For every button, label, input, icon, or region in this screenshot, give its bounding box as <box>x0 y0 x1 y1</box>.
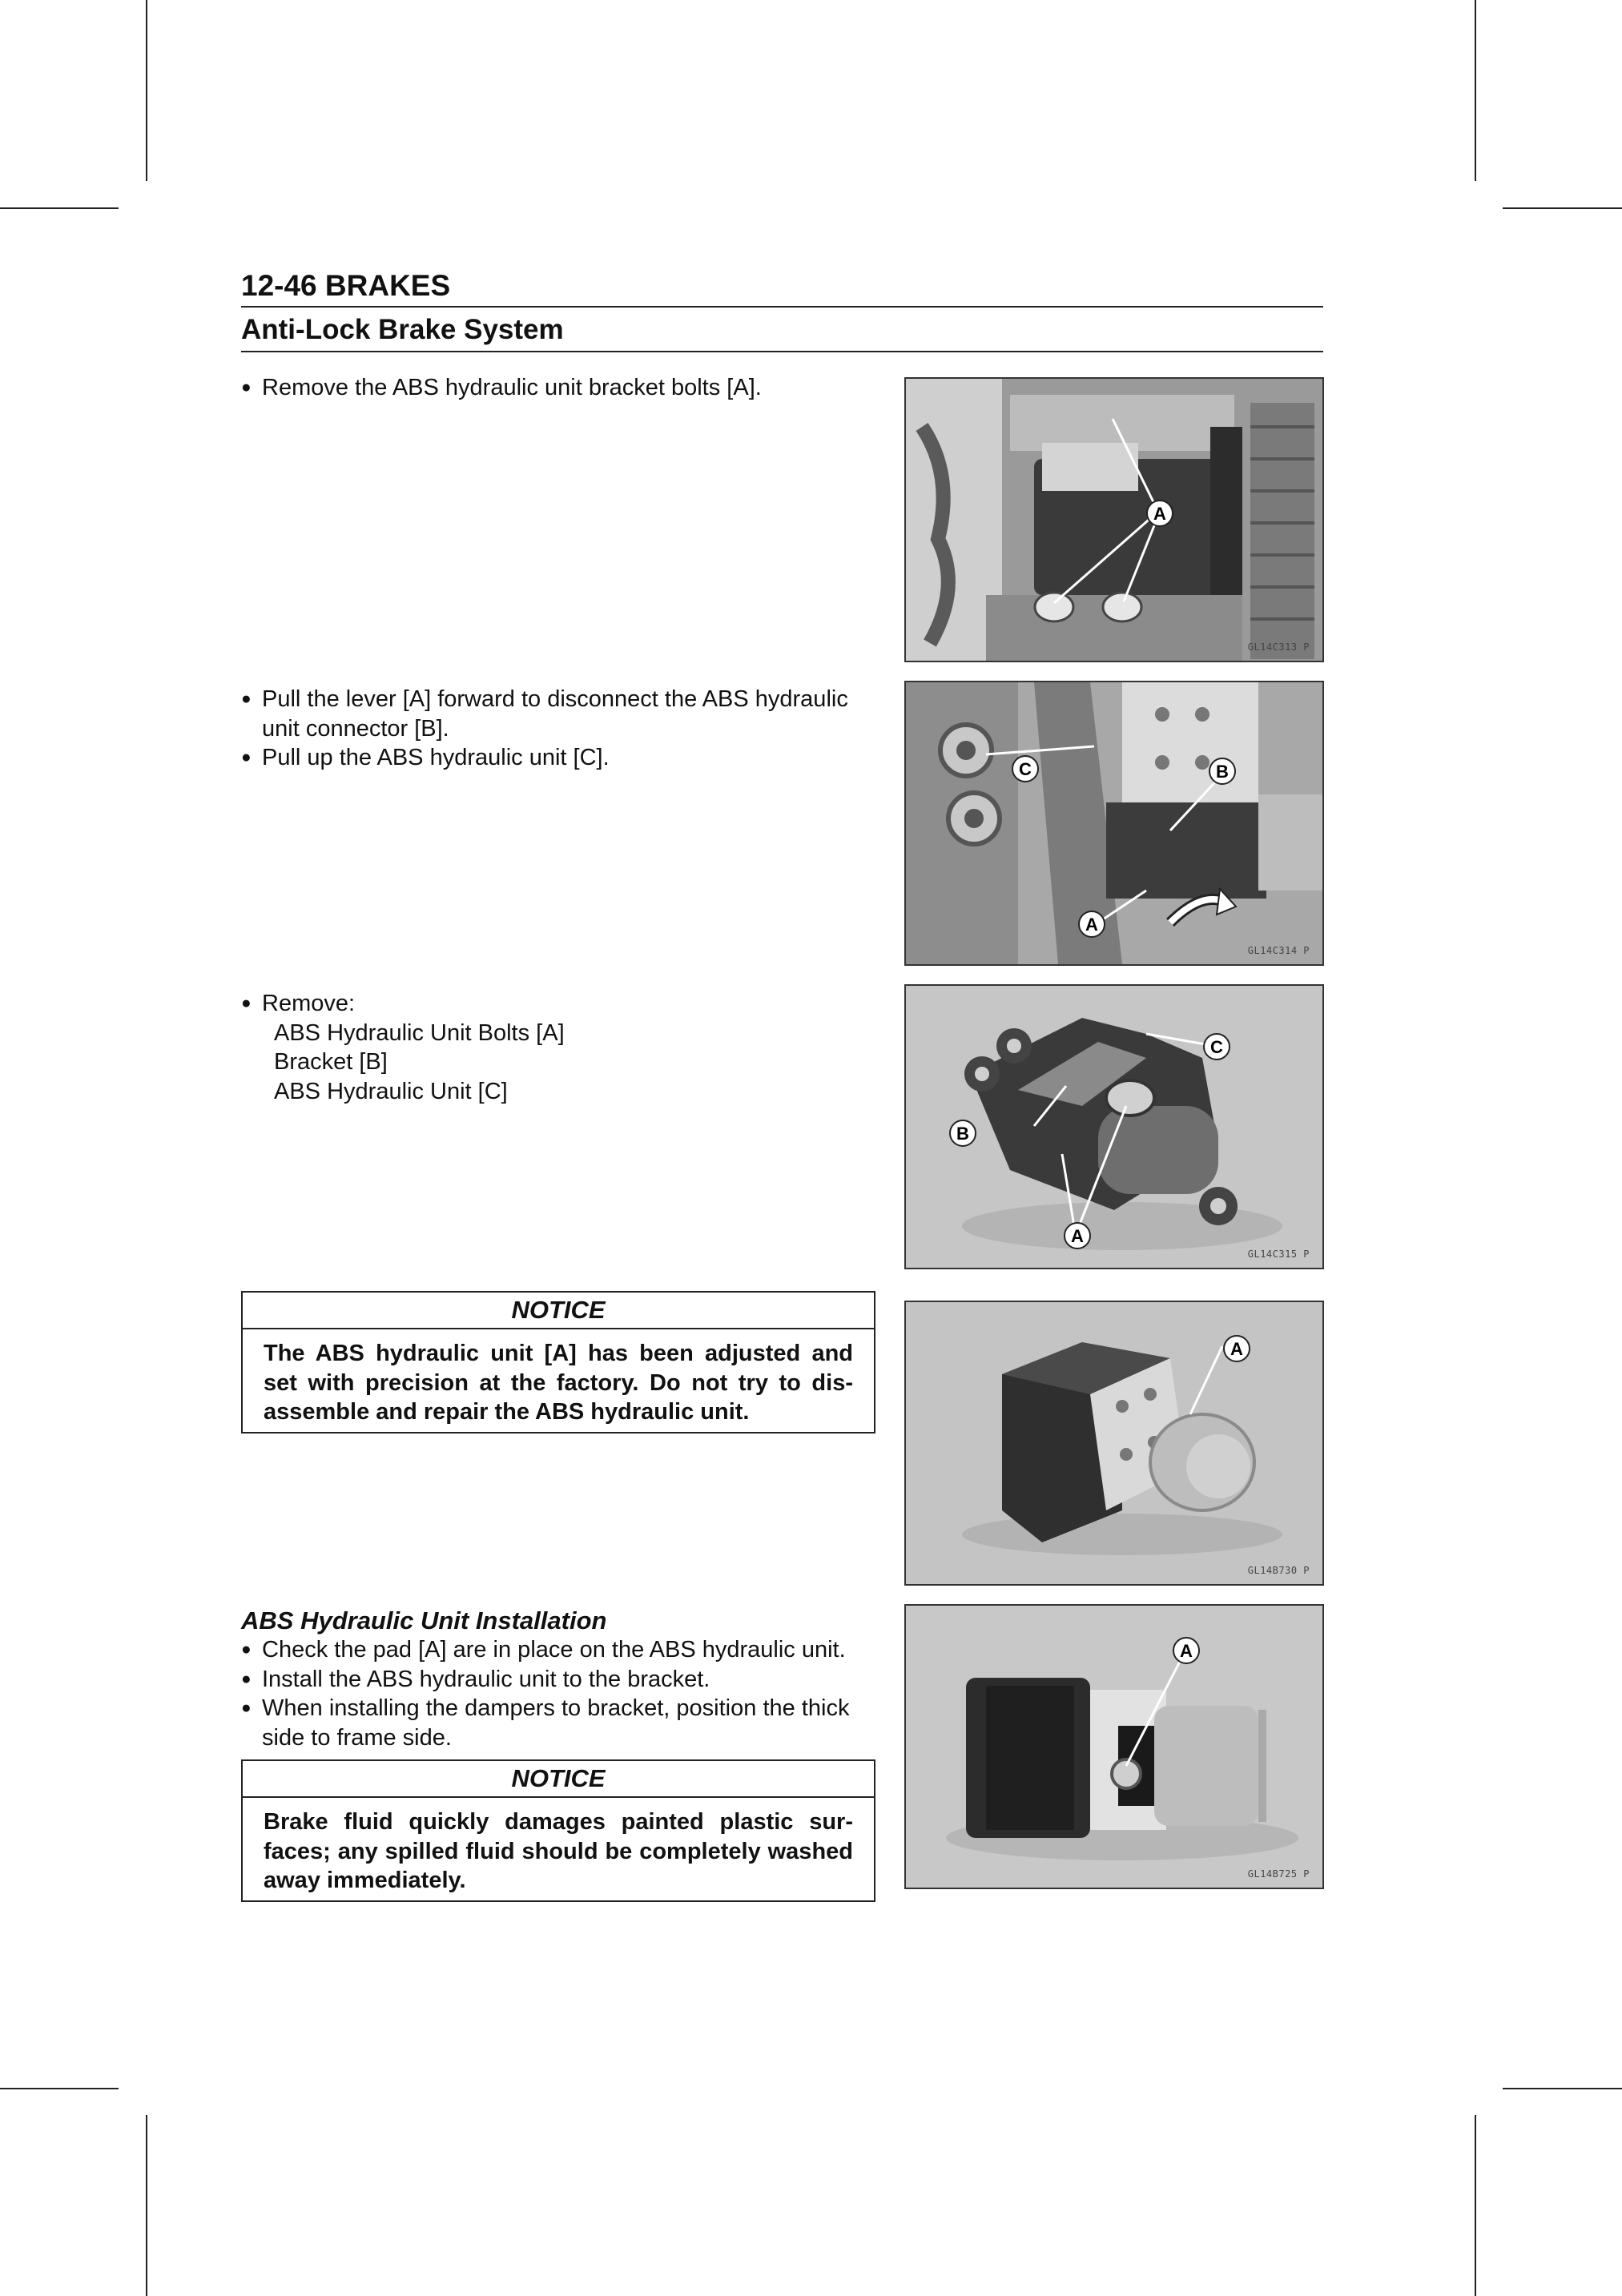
notice-text: The ABS hydraulic unit [A] has been adjusted and set with precision at the factory. Do not try to dis-assemble and repair the ABS hydraulic unit. <box>264 1341 853 1425</box>
callout-label: A <box>1230 1339 1243 1359</box>
notice-heading: NOTICE <box>243 1293 874 1329</box>
section-rule <box>241 351 1323 352</box>
step-block-1 <box>241 373 874 403</box>
bullet-continuation-2 <box>241 1723 874 1753</box>
bullet-continuation <box>241 714 874 744</box>
remove-list-item: Bracket [B] <box>274 1049 388 1075</box>
remove-list-item: ABS Hydraulic Unit [C] <box>274 1078 508 1104</box>
notice-text: Brake fluid quickly damages painted plastic sur-faces; any spilled fluid should be completely washed away immediately. <box>264 1809 853 1893</box>
crop-mark <box>1475 2115 1476 2296</box>
callout-label: B <box>1216 762 1229 782</box>
bullet-item: ● Remove the ABS hydraulic unit bracket bolts [A]. <box>241 373 874 403</box>
photo-abs-unit-pad <box>904 1604 1324 1889</box>
bullet-item: ● Pull up the ABS hydraulic unit [C]. <box>241 743 874 773</box>
bullet-item: ● Install the ABS hydraulic unit to the bracket. <box>241 1665 874 1695</box>
photo-illustration <box>906 379 1322 661</box>
bullet-item: ● When installing the dampers to bracket, position the thick <box>241 1694 874 1723</box>
callout-label: B <box>956 1124 969 1144</box>
figure-code: GL14C315 P <box>1247 1249 1310 1260</box>
photo-abs-unit <box>904 1301 1324 1586</box>
page-title: 12-46 BRAKES <box>241 269 451 302</box>
page-header <box>241 266 1323 352</box>
installation-heading: ABS Hydraulic Unit Installation <box>241 1606 607 1635</box>
bullet-item: ● Check the pad [A] are in place on the ABS hydraulic unit. <box>241 1635 874 1665</box>
bullet-continuation-text: unit connector [B]. <box>262 715 449 742</box>
remove-list-item: ABS Hydraulic Unit Bolts [A] <box>274 1019 565 1046</box>
callout-label: A <box>1071 1226 1084 1246</box>
installation-block <box>241 1606 874 1752</box>
callout-label: C <box>1210 1037 1223 1057</box>
photo-illustration <box>906 682 1322 964</box>
crop-mark <box>0 2088 119 2089</box>
photo-illustration <box>906 1302 1322 1584</box>
figure-code: GL14C314 P <box>1247 945 1310 956</box>
bullet-continuation-text: side to frame side. <box>262 1724 452 1751</box>
figure-code: GL14B725 P <box>1247 1868 1310 1880</box>
header-rule <box>241 306 1323 308</box>
step-block-3 <box>241 989 874 1106</box>
callout-label: A <box>1153 504 1166 524</box>
photo-removed-unit <box>904 984 1324 1269</box>
figure-code: GL14C313 P <box>1247 641 1310 653</box>
photo-connector-lever <box>904 681 1324 966</box>
crop-mark <box>1503 2088 1622 2089</box>
notice-box <box>241 1291 875 1433</box>
figure-code: GL14B730 P <box>1247 1565 1310 1576</box>
photo-illustration <box>906 986 1322 1268</box>
section-title: Anti-Lock Brake System <box>241 314 564 345</box>
crop-mark <box>1475 0 1476 181</box>
callout-label: A <box>1180 1641 1193 1661</box>
callout-label: A <box>1085 915 1098 935</box>
crop-mark <box>0 207 119 209</box>
photo-illustration <box>906 1606 1322 1888</box>
photo-bracket-bolts <box>904 377 1324 662</box>
notice-heading: NOTICE <box>243 1761 874 1798</box>
notice-box <box>241 1759 875 1902</box>
crop-mark <box>1503 207 1622 209</box>
crop-mark <box>146 2115 147 2296</box>
callout-label: C <box>1019 759 1032 779</box>
bullet-item: ● Pull the lever [A] forward to disconnect the ABS hydraulic <box>241 685 874 714</box>
crop-mark <box>146 0 147 181</box>
bullet-item: ● Remove: <box>241 989 874 1019</box>
step-block-2 <box>241 685 874 773</box>
